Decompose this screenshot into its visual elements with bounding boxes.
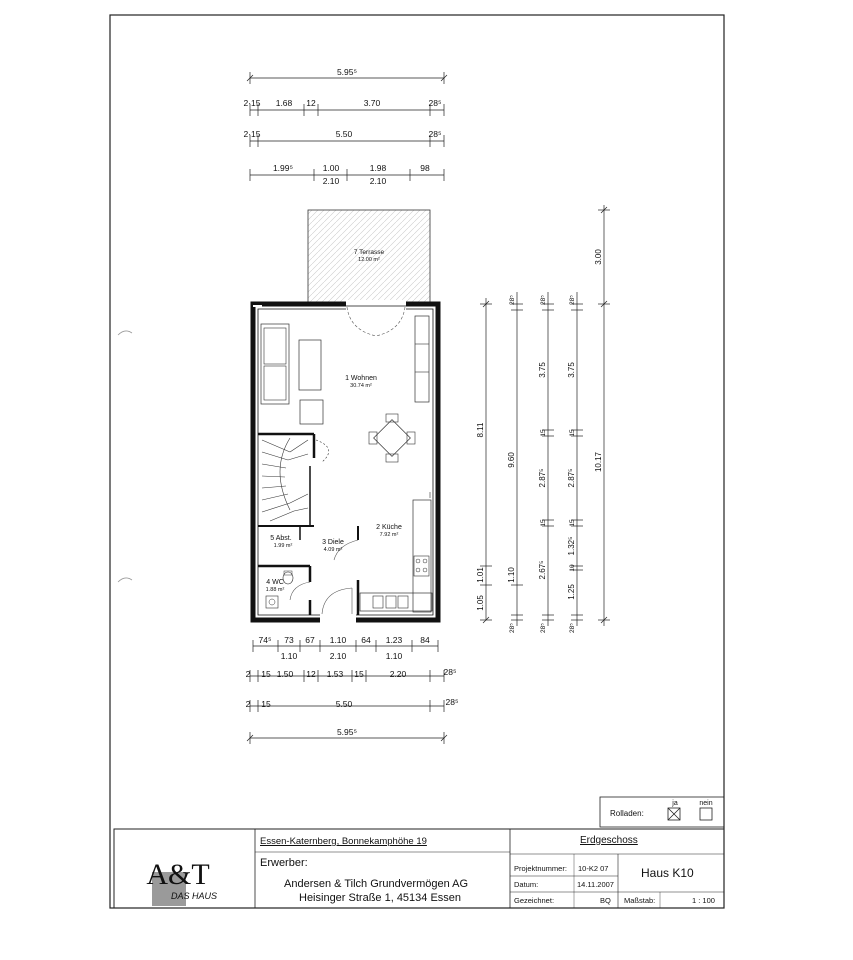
massstab-label: Maßstab: — [624, 896, 656, 905]
room-area-wc: 1.88 m² — [265, 587, 285, 593]
dim-label: 15 — [354, 669, 364, 679]
dim-label: 84 — [420, 635, 430, 645]
dim-label: 3.00 — [594, 249, 603, 265]
dim-label: 28⁵ — [428, 129, 442, 139]
dim-label: 2·15 — [243, 98, 261, 108]
dim-top-total: 5.95⁵ — [336, 67, 358, 77]
dim-label: 8.11 — [476, 422, 485, 438]
dim-label: 2.10 — [329, 651, 347, 661]
dim-label: 2 — [245, 699, 251, 709]
dim-label: 28⁵ — [509, 295, 516, 305]
dim-label: 2.10 — [322, 176, 340, 186]
company-address: Heisinger Straße 1, 45134 Essen — [299, 892, 462, 904]
dim-label: 12 — [306, 669, 316, 679]
gezeichnet-value: BQ — [600, 896, 611, 905]
room-name-abst: 5 Abst. — [270, 535, 292, 542]
datum-value: 14.11.2007 — [577, 880, 614, 889]
dim-label: 1.00 — [322, 163, 340, 173]
room-area-terrace: 12.00 m² — [358, 257, 380, 263]
rolladen-nein-label: nein — [699, 800, 713, 807]
dim-label: 1.50 — [276, 669, 294, 679]
dim-label: 15 — [569, 519, 576, 527]
dim-label: 15 — [540, 429, 547, 437]
erwerber-label: Erwerber: — [260, 857, 308, 869]
dim-label: 2·15 — [243, 129, 261, 139]
dim-label: 10 — [569, 564, 576, 572]
massstab-value: 1 : 100 — [692, 896, 715, 905]
dim-label: 15 — [540, 519, 547, 527]
dim-label: 28⁵ — [540, 623, 547, 633]
dim-label: 3.70 — [363, 98, 381, 108]
room-name-diele: 3 Diele — [322, 539, 344, 546]
dim-label: 5.50 — [335, 129, 353, 139]
company-name: Andersen & Tilch Grundvermögen AG — [284, 878, 469, 890]
dim-label: 2.10 — [369, 176, 387, 186]
dim-label: 12 — [306, 98, 316, 108]
dim-bottom-total: 5.95⁵ — [336, 727, 358, 737]
dim-label: 1.68 — [275, 98, 293, 108]
dim-label: 15 — [261, 699, 271, 709]
dim-label: 3.75 — [538, 362, 547, 378]
room-name-wohnen: 1 Wohnen — [345, 375, 377, 382]
dim-label: 5.50 — [335, 699, 353, 709]
dim-label: 28⁵ — [445, 697, 459, 707]
datum-label: Datum: — [514, 880, 539, 889]
floor-title: Erdgeschoss — [580, 835, 638, 846]
gezeichnet-label: Gezeichnet: — [514, 896, 555, 905]
dim-label: 1.99⁵ — [272, 163, 294, 173]
dim-label: 9.60 — [507, 452, 516, 468]
dim-label: 28⁵ — [443, 667, 457, 677]
room-area-wohnen: 30.74 m² — [350, 383, 372, 389]
room-area-kueche: 7.92 m² — [379, 532, 399, 538]
dim-label: 1.98 — [369, 163, 387, 173]
rolladen-ja-label: ja — [672, 800, 678, 807]
project-address: Essen-Katernberg, Bonnekamphöhe 19 — [260, 836, 427, 847]
dim-label: 1.01 — [476, 567, 485, 583]
company-logo — [146, 858, 217, 906]
dim-label: 28⁵ — [569, 623, 576, 633]
dim-label: 1.10 — [507, 567, 516, 583]
dim-label: 1.32⁵ — [567, 536, 576, 556]
logo-text: A&T — [146, 858, 210, 891]
room-name-kueche: 2 Küche — [376, 524, 402, 531]
dim-label: 2.20 — [389, 669, 407, 679]
dim-label: 1.10 — [280, 651, 298, 661]
dim-label: 2.87⁵ — [538, 468, 547, 488]
dim-label: 1.23 — [385, 635, 403, 645]
rolladen-label: Rolladen: — [610, 809, 644, 818]
dim-label: 15 — [261, 669, 271, 679]
dim-label: 15 — [569, 429, 576, 437]
dim-label: 98 — [420, 163, 430, 173]
dim-label: 74⁵ — [258, 635, 272, 645]
dim-label: 28⁵ — [540, 295, 547, 305]
dim-label: 67 — [305, 635, 315, 645]
projekt-label: Projektnummer: — [514, 864, 567, 873]
dim-label: 3.75 — [567, 362, 576, 378]
room-area-diele: 4.09 m² — [323, 547, 343, 553]
dim-label: 2.67⁵ — [538, 560, 547, 580]
logo-subtext: DAS HAUS — [170, 891, 218, 901]
dim-label: 2 — [245, 669, 251, 679]
room-name-wc: 4 WC — [266, 579, 284, 586]
dim-label: 1.05 — [476, 595, 485, 611]
dim-label: 10.17 — [594, 451, 603, 473]
dim-label: 28⁵ — [569, 295, 576, 305]
dim-label: 28⁵ — [428, 98, 442, 108]
house-name: Haus K10 — [641, 866, 694, 880]
dim-label: 1.10 — [329, 635, 347, 645]
dim-label: 1.53 — [326, 669, 344, 679]
dim-label: 1.10 — [385, 651, 403, 661]
projekt-value: 10-K2 07 — [578, 864, 609, 873]
room-area-abst: 1.99 m² — [273, 543, 293, 549]
room-name-terrace: 7 Terrasse — [353, 249, 385, 256]
dim-label: 64 — [361, 635, 371, 645]
dim-label: 73 — [284, 635, 294, 645]
dim-label: 2.87⁵ — [567, 468, 576, 488]
dim-label: 28⁵ — [509, 623, 516, 633]
dim-label: 1.25 — [567, 584, 576, 600]
